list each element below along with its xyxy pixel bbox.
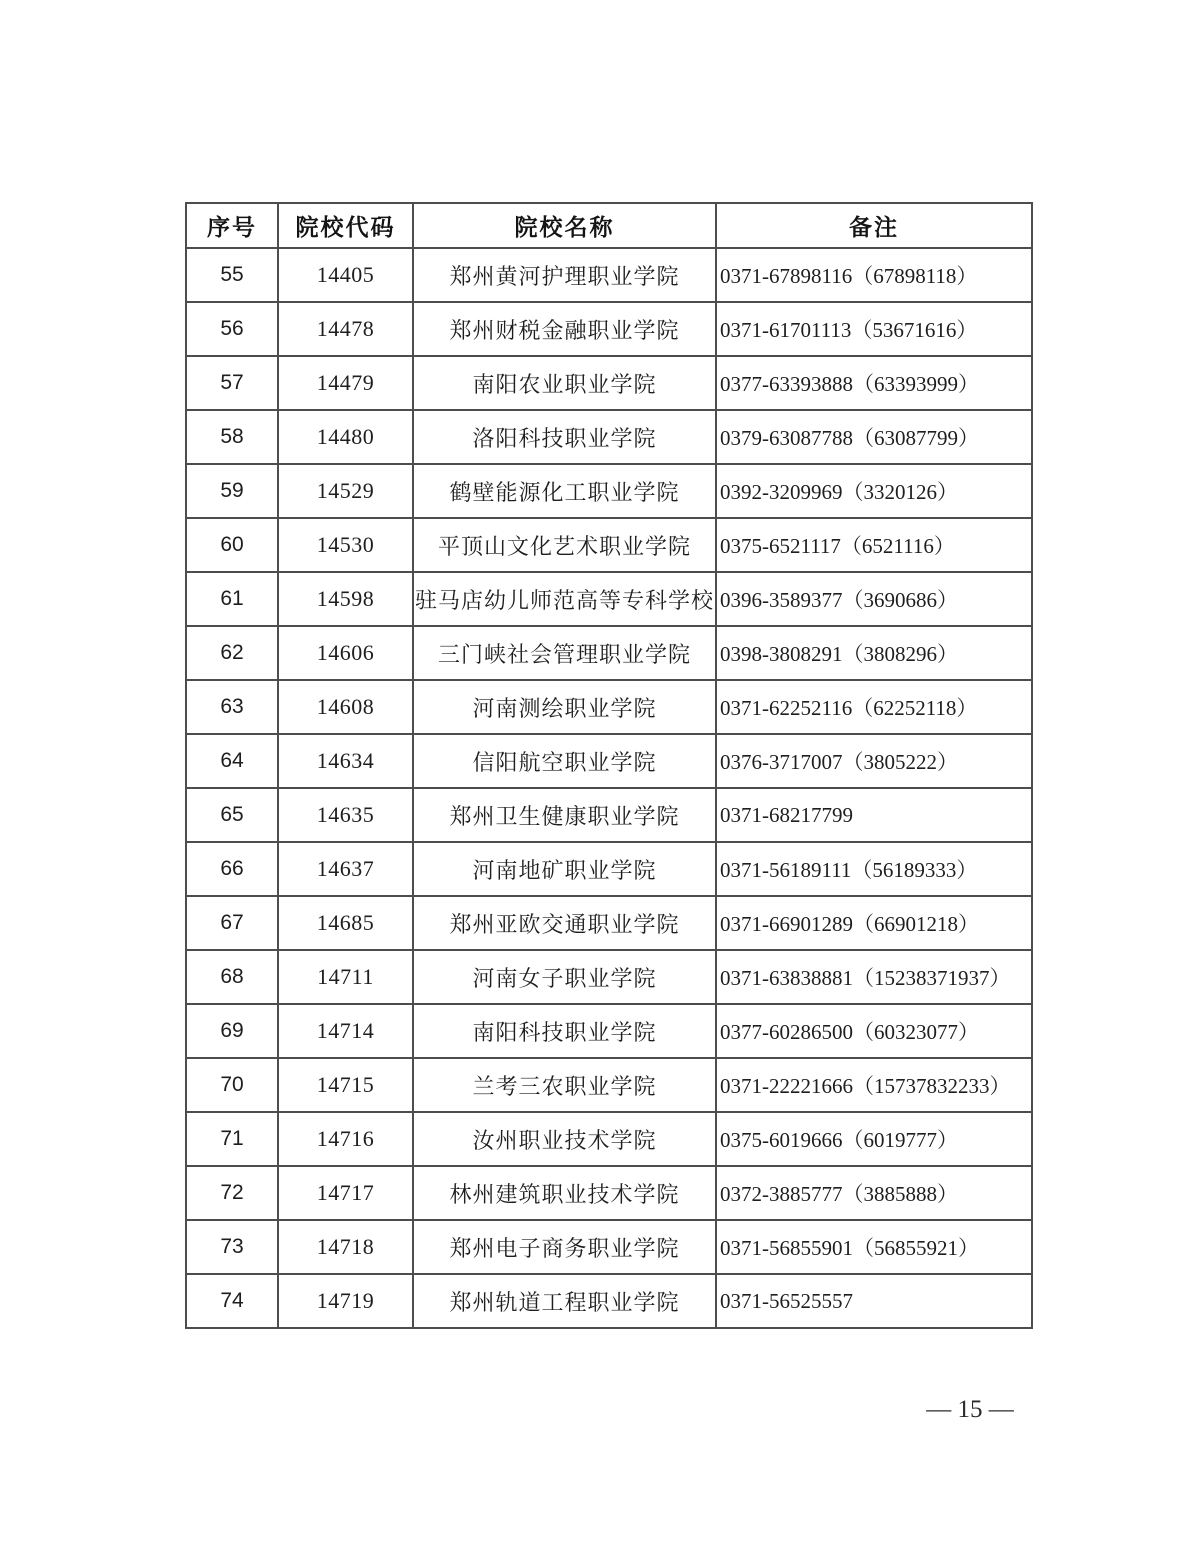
cell-college-code: 14715 [278,1058,413,1112]
cell-serial-number: 58 [186,410,278,464]
college-contact-table [185,202,1033,1329]
cell-college-code: 14719 [278,1274,413,1328]
table-body [186,248,1032,1328]
table-row [186,572,1032,626]
cell-college-name: 林州建筑职业技术学院 [413,1166,716,1220]
cell-serial-number: 63 [186,680,278,734]
cell-college-code: 14478 [278,302,413,356]
table-row [186,518,1032,572]
cell-college-name: 郑州电子商务职业学院 [413,1220,716,1274]
table-row [186,356,1032,410]
cell-serial-number: 56 [186,302,278,356]
cell-remark: 0371-56525557 [716,1274,1032,1328]
table-row [186,248,1032,302]
table-row [186,896,1032,950]
table-row [186,464,1032,518]
cell-college-name: 郑州亚欧交通职业学院 [413,896,716,950]
cell-college-name: 河南测绘职业学院 [413,680,716,734]
cell-serial-number: 73 [186,1220,278,1274]
table-row [186,302,1032,356]
cell-remark: 0371-67898116（67898118） [716,248,1032,302]
cell-college-code: 14716 [278,1112,413,1166]
header-serial-number: 序号 [186,203,278,248]
cell-remark: 0392-3209969（3320126） [716,464,1032,518]
cell-college-name: 鹤壁能源化工职业学院 [413,464,716,518]
table-row [186,1274,1032,1328]
cell-college-code: 14711 [278,950,413,1004]
page-number: — 15 — [926,1396,1014,1423]
cell-remark: 0377-63393888（63393999） [716,356,1032,410]
cell-college-code: 14635 [278,788,413,842]
table-header-row [186,203,1032,248]
cell-college-name: 南阳农业职业学院 [413,356,716,410]
table-row [186,842,1032,896]
cell-serial-number: 74 [186,1274,278,1328]
cell-serial-number: 66 [186,842,278,896]
cell-serial-number: 72 [186,1166,278,1220]
cell-serial-number: 55 [186,248,278,302]
cell-remark: 0371-56189111（56189333） [716,842,1032,896]
cell-serial-number: 67 [186,896,278,950]
cell-college-code: 14606 [278,626,413,680]
cell-college-name: 三门峡社会管理职业学院 [413,626,716,680]
cell-remark: 0376-3717007（3805222） [716,734,1032,788]
cell-college-name: 汝州职业技术学院 [413,1112,716,1166]
cell-college-code: 14598 [278,572,413,626]
cell-serial-number: 69 [186,1004,278,1058]
cell-remark: 0371-61701113（53671616） [716,302,1032,356]
cell-serial-number: 68 [186,950,278,1004]
header-college-name: 院校名称 [413,203,716,248]
cell-college-name: 河南女子职业学院 [413,950,716,1004]
cell-college-name: 郑州财税金融职业学院 [413,302,716,356]
table-row [186,626,1032,680]
cell-serial-number: 62 [186,626,278,680]
cell-college-name: 平顶山文化艺术职业学院 [413,518,716,572]
table-row [186,1112,1032,1166]
cell-serial-number: 65 [186,788,278,842]
cell-remark: 0371-56855901（56855921） [716,1220,1032,1274]
table-row [186,680,1032,734]
cell-serial-number: 57 [186,356,278,410]
cell-serial-number: 61 [186,572,278,626]
table-row [186,788,1032,842]
cell-remark: 0371-22221666（15737832233） [716,1058,1032,1112]
cell-college-name: 郑州卫生健康职业学院 [413,788,716,842]
cell-remark: 0371-68217799 [716,788,1032,842]
cell-remark: 0398-3808291（3808296） [716,626,1032,680]
cell-serial-number: 71 [186,1112,278,1166]
cell-college-code: 14637 [278,842,413,896]
cell-college-name: 兰考三农职业学院 [413,1058,716,1112]
cell-college-name: 郑州轨道工程职业学院 [413,1274,716,1328]
cell-college-code: 14480 [278,410,413,464]
cell-college-code: 14608 [278,680,413,734]
table-row [186,950,1032,1004]
cell-college-name: 洛阳科技职业学院 [413,410,716,464]
cell-remark: 0371-63838881（15238371937） [716,950,1032,1004]
header-remark: 备注 [716,203,1032,248]
cell-serial-number: 70 [186,1058,278,1112]
cell-remark: 0375-6521117（6521116） [716,518,1032,572]
cell-serial-number: 64 [186,734,278,788]
cell-college-code: 14530 [278,518,413,572]
cell-remark: 0396-3589377（3690686） [716,572,1032,626]
cell-remark: 0372-3885777（3885888） [716,1166,1032,1220]
cell-college-name: 河南地矿职业学院 [413,842,716,896]
cell-college-code: 14529 [278,464,413,518]
cell-remark: 0377-60286500（60323077） [716,1004,1032,1058]
cell-college-code: 14685 [278,896,413,950]
cell-remark: 0371-66901289（66901218） [716,896,1032,950]
cell-serial-number: 59 [186,464,278,518]
header-college-code: 院校代码 [278,203,413,248]
cell-serial-number: 60 [186,518,278,572]
cell-remark: 0379-63087788（63087799） [716,410,1032,464]
cell-college-code: 14717 [278,1166,413,1220]
table-row [186,1058,1032,1112]
table-row [186,1004,1032,1058]
cell-college-code: 14714 [278,1004,413,1058]
cell-remark: 0371-62252116（62252118） [716,680,1032,734]
cell-remark: 0375-6019666（6019777） [716,1112,1032,1166]
cell-college-code: 14479 [278,356,413,410]
table-row [186,1166,1032,1220]
cell-college-name: 郑州黄河护理职业学院 [413,248,716,302]
table-row [186,734,1032,788]
table-row [186,1220,1032,1274]
cell-college-code: 14634 [278,734,413,788]
cell-college-name: 驻马店幼儿师范高等专科学校 [413,572,716,626]
cell-college-code: 14718 [278,1220,413,1274]
cell-college-name: 信阳航空职业学院 [413,734,716,788]
cell-college-name: 南阳科技职业学院 [413,1004,716,1058]
table-row [186,410,1032,464]
cell-college-code: 14405 [278,248,413,302]
